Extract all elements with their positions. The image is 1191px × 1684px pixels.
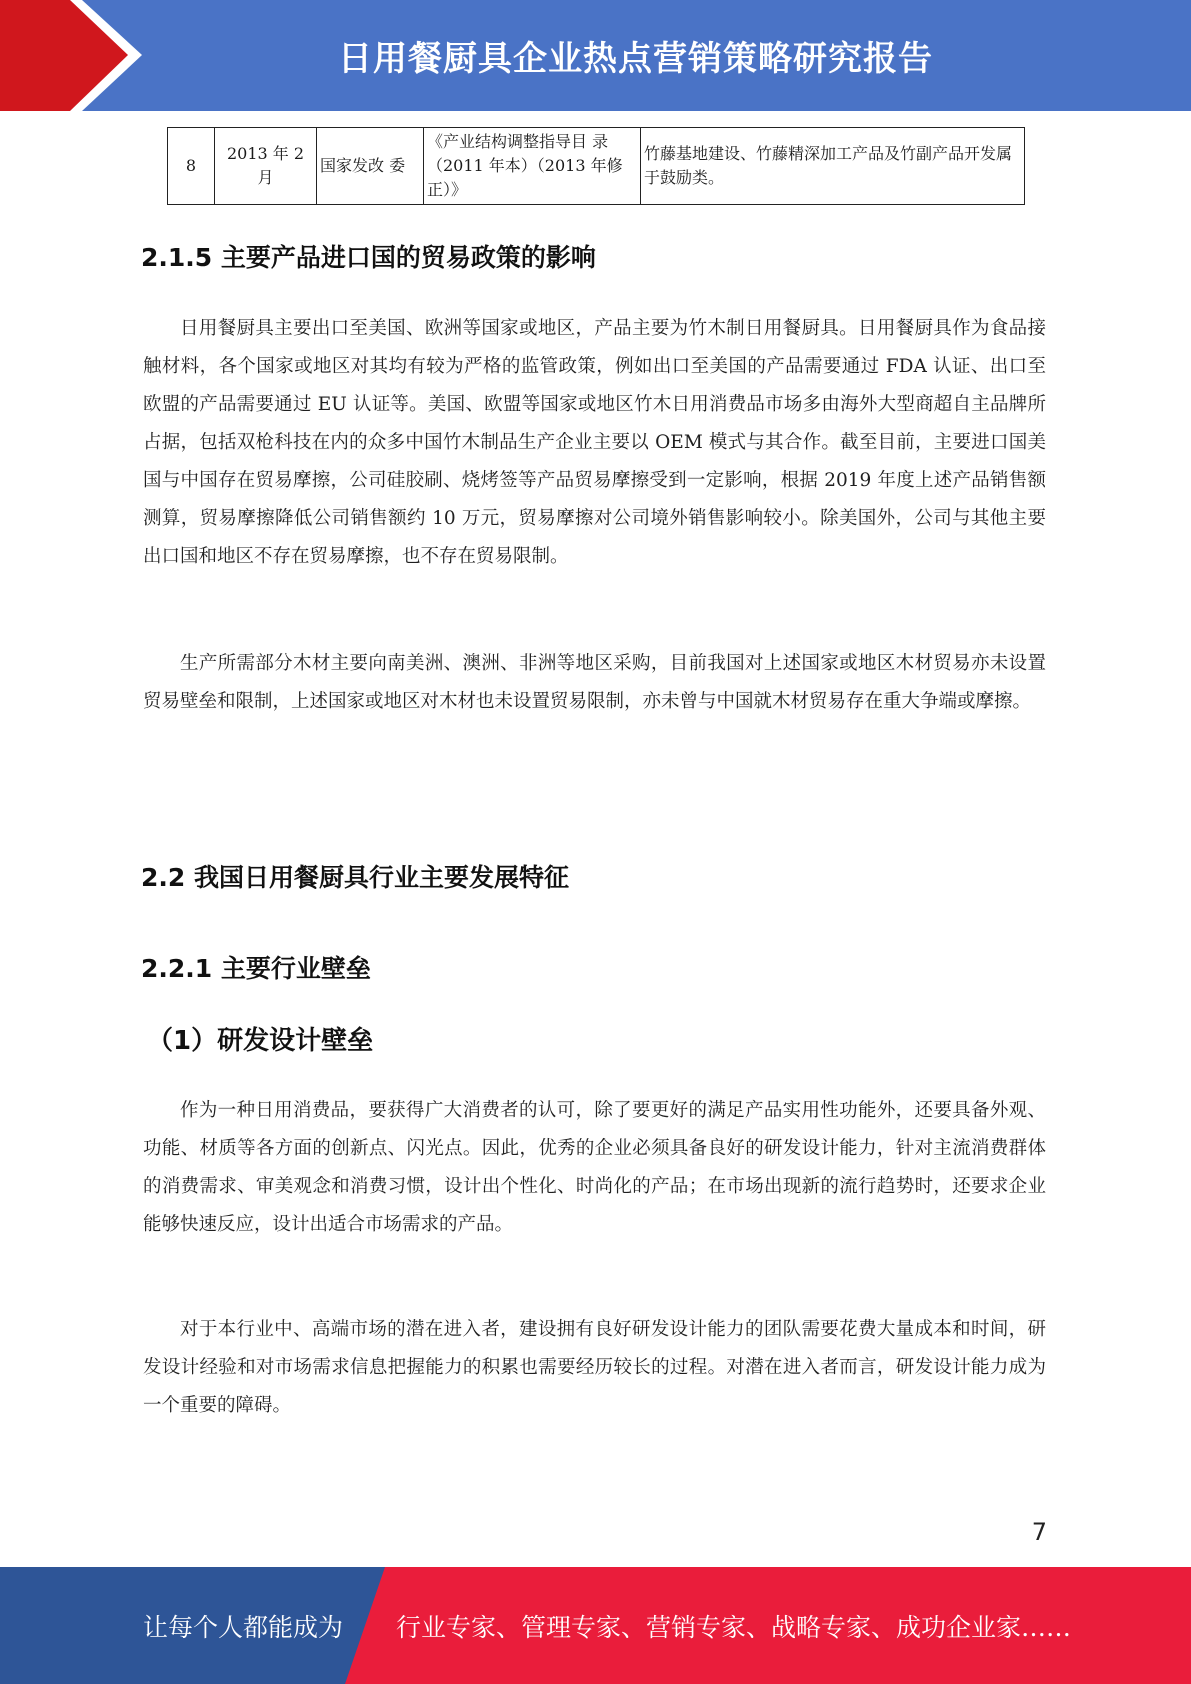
row-department: 国家发改 委: [317, 128, 424, 205]
heading-rd-barrier: （1）研发设计壁垒: [147, 1026, 374, 1056]
heading-2-2-1: 2.2.1 主要行业壁垒: [141, 954, 371, 983]
page-footer: [0, 1567, 1191, 1684]
paragraph-trade-policy: 日用餐厨具主要出口至美国、欧洲等国家或地区，产品主要为竹木制日用餐厨具。日用餐厨具作为食品接触材料，各个国家或地区对其均有较为严格的监管政策，例如出口至美国的产品需要通过 FDA 认证、出口至欧盟的产品需要通过 EU 认证等。美国、欧盟等国家或地区竹木日用消费品市场多由海外大型商超自主品牌所占据，包括双枪科技在内的众多中国竹木制品生产企业主要以 OEM 模式与其合作。截至目前，主要进口国美国与中国存在贸易摩擦，公司硅胶刷、烧烤签等产品贸易摩擦受到一定影响，根据 2019 年度上述产品销售额测算，贸易摩擦降低公司销售额约 10 万元，贸易摩擦对公司境外销售影响较小。除美国外，公司与其他主要出口国和地区不存在贸易摩擦，也不存在贸易限制。: [143, 318, 1046, 567]
heading-2-2: 2.2 我国日用餐厨具行业主要发展特征: [141, 863, 569, 892]
header-arrow-graphic: [0, 0, 150, 111]
paragraph-entry-barrier: 对于本行业中、高端市场的潜在进入者，建设拥有良好研发设计能力的团队需要花费大量成本和时间，研发设计经验和对市场需求信息把握能力的积累也需要经历较长的过程。对潜在进入者而言，研发设计能力成为一个重要的障碍。: [143, 1319, 1046, 1416]
row-date: 2013 年 2 月: [215, 128, 317, 205]
row-document: 《产业结构调整指导目 录（2011 年本）（2013 年修正）》: [424, 128, 641, 205]
footer-slogan-left: 让每个人都能成为: [143, 1612, 344, 1642]
page-header: [0, 0, 1191, 111]
policy-table: [167, 127, 1025, 205]
heading-2-1-5: 2.1.5 主要产品进口国的贸易政策的影响: [141, 243, 596, 272]
footer-slogan-right: 行业专家、管理专家、营销专家、战略专家、成功企业家……: [396, 1612, 1072, 1642]
page-number: 7: [1031, 1518, 1047, 1546]
paragraph-timber-sourcing: 生产所需部分木材主要向南美洲、澳洲、非洲等地区采购，目前我国对上述国家或地区木材贸易亦未设置贸易壁垒和限制，上述国家或地区对木材也未设置贸易限制，亦未曾与中国就木材贸易存在重大争端或摩擦。: [143, 653, 1046, 712]
report-title: 日用餐厨具企业热点营销策略研究报告: [338, 39, 933, 79]
row-number: 8: [168, 128, 215, 205]
row-description: 竹藤基地建设、竹藤精深加工产品及竹副产品开发属于鼓励类。: [641, 128, 1025, 205]
paragraph-rd-capability: 作为一种日用消费品，要获得广大消费者的认可，除了要更好的满足产品实用性功能外，还要具备外观、功能、材质等各方面的创新点、闪光点。因此，优秀的企业必须具备良好的研发设计能力，针对主流消费群体的消费需求、审美观念和消费习惯，设计出个性化、时尚化的产品；在市场出现新的流行趋势时，还要求企业能够快速反应，设计出适合市场需求的产品。: [143, 1100, 1046, 1235]
table-row: [168, 128, 1025, 205]
